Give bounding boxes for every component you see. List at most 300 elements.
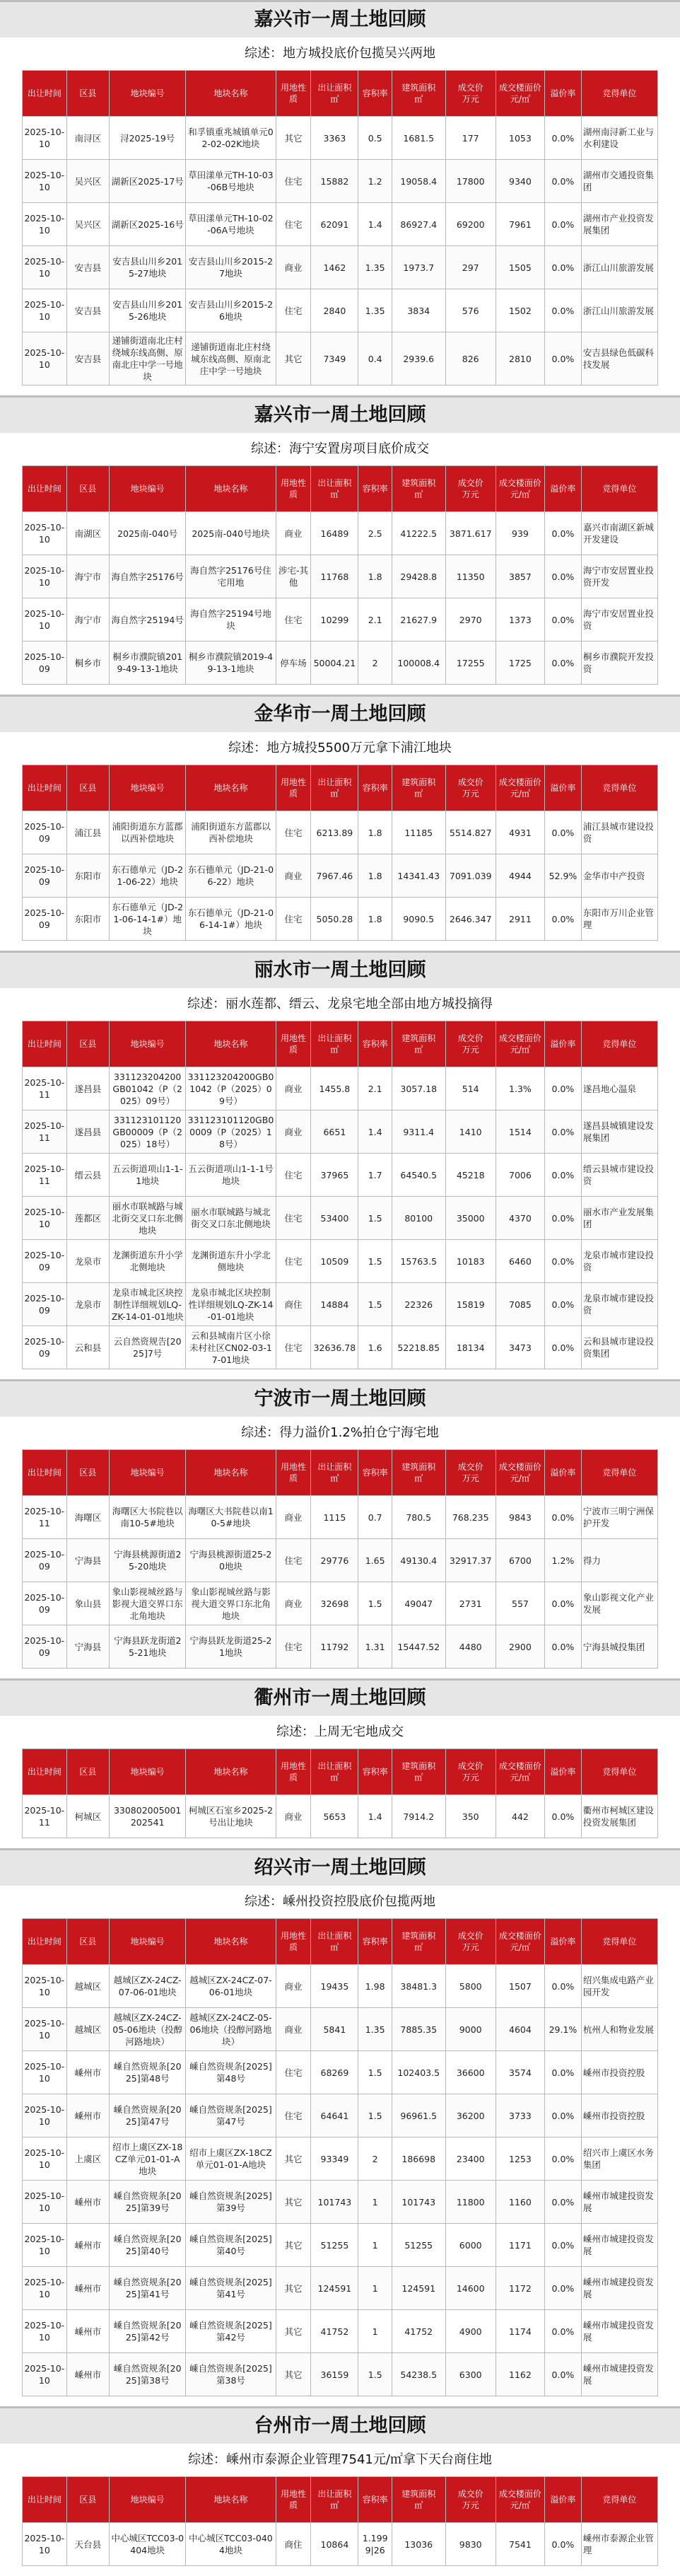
table-cell: 嵊州市 [66, 2267, 110, 2310]
table-cell: 557 [496, 1582, 544, 1625]
table-cell: 湖州南浔新工业与水利建设 [581, 117, 657, 160]
table-cell: 3871.617 [445, 512, 496, 555]
table-row [23, 1067, 658, 1110]
land-table [22, 1748, 658, 1838]
table-cell: 安吉县山川乡2015-27地块 [110, 246, 186, 289]
table-cell: 住宅 [276, 2094, 311, 2137]
table-cell: 1973.7 [392, 246, 445, 289]
column-header-label: 出让时间 [27, 88, 61, 98]
table-cell: 安吉县山川乡2015-26地块 [110, 289, 186, 332]
table-cell: 29.1% [545, 2008, 582, 2051]
table-cell: 0.0% [545, 2224, 582, 2267]
table-cell: 4944 [496, 854, 544, 898]
table-cell: 1.5 [358, 2051, 392, 2094]
table-cell: 7006 [496, 1154, 544, 1197]
table-cell: 9090.5 [392, 898, 445, 941]
table-cell: 80100 [392, 1197, 445, 1240]
column-header-unit: ㎡ [414, 94, 423, 104]
table-cell: 14341.43 [392, 854, 445, 898]
table-cell: 0.0% [545, 1110, 582, 1154]
table-cell: 2 [358, 2137, 392, 2181]
column-header-label: 出让时间 [27, 1039, 61, 1049]
table-cell: 涉宅-其他 [276, 555, 311, 598]
table-header-row [23, 1919, 658, 1965]
table-row [23, 555, 658, 598]
table-cell: 湖州市产业投资发展集团 [581, 203, 657, 246]
table-cell: 0.4 [358, 332, 392, 385]
table-cell: 36600 [445, 2051, 496, 2094]
table-cell: 龙泉市城北区块控制性详细规划LQ-ZK-14-01-01地块 [110, 1283, 186, 1326]
column-header [392, 1919, 445, 1965]
column-header [545, 2477, 582, 2523]
section-summary: 综述：地方城投底价包揽吴兴两地 [0, 37, 680, 70]
section-summary: 综述：嵊州投资控股底价包揽两地 [0, 1886, 680, 1918]
table-cell: 1253 [496, 2137, 544, 2181]
table-cell: 96961.5 [392, 2094, 445, 2137]
column-header [392, 71, 445, 117]
table-cell: 2025-10-10 [23, 246, 67, 289]
column-header-label: 竞得单位 [602, 1468, 637, 1478]
table-cell: 浦江县 [66, 811, 110, 854]
table-cell: 海曙区大书院巷以南10-5#地块 [186, 1496, 276, 1539]
table-cell: 湖新区2025-16号 [110, 203, 186, 246]
table-cell: 住宅 [276, 898, 311, 941]
table-cell: 商业 [276, 1067, 311, 1110]
column-header [311, 765, 358, 811]
table-cell: 350 [445, 1795, 496, 1838]
column-header-unit: ㎡ [330, 789, 339, 799]
table-cell: 2731 [445, 1582, 496, 1625]
table-cell: 1.35 [358, 246, 392, 289]
table-cell: 7885.35 [392, 2008, 445, 2051]
table-cell: 海宁市安居置业投资 [581, 598, 657, 642]
column-header-unit: 万元 [462, 94, 479, 104]
column-header-label: 地块编号 [130, 2495, 165, 2505]
column-header-label: 用地性质 [281, 478, 307, 499]
column-header-label: 溢价率 [550, 1767, 576, 1777]
table-cell: 缙云县城市建设投资 [581, 1154, 657, 1197]
table-cell: 2025-10-11 [23, 1154, 67, 1197]
table-cell: 1 [358, 2181, 392, 2224]
table-cell: 龙渊街道东升小学北侧地块 [186, 1240, 276, 1283]
table-cell: 东石德单元（JD-21-06-22）地块 [110, 854, 186, 898]
table-cell: 1.4 [358, 203, 392, 246]
table-cell: 17800 [445, 160, 496, 203]
table-cell: 2025-10-10 [23, 2523, 67, 2566]
column-header-unit: 元/㎡ [510, 1773, 530, 1782]
table-cell: 嵊自然资规条[2025]第39号 [110, 2181, 186, 2224]
table-cell: 1725 [496, 642, 544, 685]
table-cell: 1505 [496, 246, 544, 289]
table-cell: 嵊自然资规条[2025]第39号 [186, 2181, 276, 2224]
table-cell: 10509 [311, 1240, 358, 1283]
table-cell: 331123101120GB00009（P（2025）18号） [186, 1110, 276, 1154]
column-header-label: 地块编号 [130, 88, 165, 98]
table-cell: 0.0% [545, 2267, 582, 2310]
column-header-label: 地块名称 [213, 484, 248, 494]
column-header [445, 1919, 496, 1965]
table-cell: 递铺街道南北庄村绕城东线高侧、原南北庄中学一号地块 [110, 332, 186, 385]
column-header [110, 1021, 186, 1067]
column-header-label: 区县 [79, 1468, 97, 1478]
table-cell: 越城区ZX-24CZ-05-06地块（投醇河路地块） [110, 2008, 186, 2051]
table-cell: 遂昌县城镇建设发展集团 [581, 1110, 657, 1154]
column-header-unit: ㎡ [414, 489, 423, 499]
table-cell: 嵊州市投资控股 [581, 2094, 657, 2137]
table-cell: 中心城区TCC03-0404地块 [110, 2523, 186, 2566]
table-cell: 草田漾单元TH-10-03-06B号地块 [186, 160, 276, 203]
table-cell: 住宅 [276, 1154, 311, 1197]
column-header [545, 1919, 582, 1965]
table-cell: 安吉县山川乡2015-27地块 [186, 246, 276, 289]
table-cell: 37965 [311, 1154, 358, 1197]
column-header-label: 成交价 [457, 1931, 483, 1941]
table-cell: 15819 [445, 1283, 496, 1326]
column-header-label: 出让面积 [317, 2489, 352, 2499]
column-header [545, 466, 582, 512]
table-cell: 2025-10-10 [23, 117, 67, 160]
table-cell: 象山影视文化产业发展 [581, 1582, 657, 1625]
column-header [23, 466, 67, 512]
table-cell: 5050.28 [311, 898, 358, 941]
table-cell: 2025-10-10 [23, 2137, 67, 2181]
table-cell: 云和县城南片区小徐未村社区CN02-03-17-01地块 [186, 1326, 276, 1369]
column-header-label: 地块编号 [130, 783, 165, 793]
table-cell: 41752 [392, 2310, 445, 2353]
column-header [581, 1450, 657, 1496]
table-cell: 中心城区TCC03-0404地块 [186, 2523, 276, 2566]
table-cell: 11185 [392, 811, 445, 854]
column-header-label: 竞得单位 [602, 783, 637, 793]
table-cell: 海自然字25194号地块 [186, 598, 276, 642]
column-header [496, 466, 544, 512]
table-cell: 商业 [276, 1582, 311, 1625]
column-header [23, 71, 67, 117]
table-cell: 遂昌县 [66, 1110, 110, 1154]
column-header-label: 建筑面积 [401, 1033, 436, 1043]
table-cell: 2025-10-09 [23, 1240, 67, 1283]
table-cell: 32636.78 [311, 1326, 358, 1369]
column-header-label: 溢价率 [550, 88, 576, 98]
table-row [23, 811, 658, 854]
table-cell: 2025-10-10 [23, 1965, 67, 2008]
table-cell: 象山影视城丝路与影视大道交界口东北角地块 [110, 1582, 186, 1625]
column-header-label: 溢价率 [550, 1937, 576, 1946]
column-header [66, 1749, 110, 1795]
table-cell: 其它 [276, 2353, 311, 2396]
table-cell: 2025-10-10 [23, 160, 67, 203]
table-cell: 29776 [311, 1539, 358, 1582]
table-row [23, 1496, 658, 1539]
table-cell: 7961 [496, 203, 544, 246]
table-cell: 2.5 [358, 512, 392, 555]
table-cell: 丽水市产业发展集团 [581, 1197, 657, 1240]
table-cell: 2025-10-10 [23, 2051, 67, 2094]
table-cell: 4480 [445, 1625, 496, 1669]
table-cell: 41222.5 [392, 512, 445, 555]
table-cell: 商业 [276, 246, 311, 289]
table-cell: 浔2025-19号 [110, 117, 186, 160]
table-cell: 1507 [496, 1965, 544, 2008]
table-cell: 东石德单元（JD-21-06-14-1#）地块 [110, 898, 186, 941]
column-header-label: 出让时间 [27, 783, 61, 793]
table-cell: 2025南-040号地块 [186, 512, 276, 555]
table-cell: 0.0% [545, 1067, 582, 1110]
column-header-unit: 元/㎡ [510, 489, 530, 499]
table-cell: 780.5 [392, 1496, 445, 1539]
column-header [311, 1749, 358, 1795]
table-cell: 10183 [445, 1240, 496, 1283]
table-cell: 6300 [445, 2353, 496, 2396]
table-cell: 其它 [276, 332, 311, 385]
column-header-label: 出让时间 [27, 1468, 61, 1478]
column-header-label: 出让面积 [317, 1931, 352, 1941]
table-cell: 得力 [581, 1539, 657, 1582]
table-cell: 32698 [311, 1582, 358, 1625]
table-cell: 住宅 [276, 160, 311, 203]
land-section [0, 1848, 680, 2396]
table-cell: 越城区ZX-24CZ-07-06-01地块 [110, 1965, 186, 2008]
table-cell: 越城区ZX-24CZ-05-06地块（投醇河路地块） [186, 2008, 276, 2051]
table-cell: 1115 [311, 1496, 358, 1539]
column-header-unit: 元/㎡ [510, 2500, 530, 2510]
table-cell: 10864 [311, 2523, 358, 2566]
table-cell: 18134 [445, 1326, 496, 1369]
table-cell: 安吉县 [66, 332, 110, 385]
table-row [23, 642, 658, 685]
table-cell: 2911 [496, 898, 544, 941]
table-cell: 海自然字25194号 [110, 598, 186, 642]
column-header-label: 区县 [79, 783, 97, 793]
table-cell: 杭州人和物业发展 [581, 2008, 657, 2051]
table-cell: 3574 [496, 2051, 544, 2094]
column-header-unit: ㎡ [414, 1942, 423, 1952]
column-header-label: 容积率 [362, 88, 388, 98]
table-cell: 吴兴区 [66, 160, 110, 203]
table-cell: 住宅 [276, 598, 311, 642]
table-cell: 11792 [311, 1625, 358, 1669]
table-cell: 遂昌地心温泉 [581, 1067, 657, 1110]
column-header-label: 地块名称 [213, 1468, 248, 1478]
table-cell: 住宅 [276, 811, 311, 854]
table-cell: 64641 [311, 2094, 358, 2137]
column-header [445, 765, 496, 811]
table-row [23, 854, 658, 898]
table-cell: 东石德单元（JD-21-06-14-1#）地块 [186, 898, 276, 941]
land-section [0, 695, 680, 941]
column-header-label: 区县 [79, 484, 97, 494]
table-cell: 36159 [311, 2353, 358, 2396]
table-cell: 2900 [496, 1625, 544, 1669]
column-header [496, 71, 544, 117]
column-header-label: 地块名称 [213, 88, 248, 98]
table-cell: 0.0% [545, 160, 582, 203]
table-cell: 7085 [496, 1283, 544, 1326]
land-table [22, 465, 658, 685]
table-cell: 0.0% [545, 2523, 582, 2566]
column-header-label: 成交价 [457, 1033, 483, 1043]
column-header [186, 765, 276, 811]
section-summary: 综述：地方城投5500万元拿下浦江地块 [0, 732, 680, 765]
column-header [496, 2477, 544, 2523]
table-row [23, 1965, 658, 2008]
table-row [23, 1625, 658, 1669]
table-cell: 嵊自然资规条[2025]第38号 [110, 2353, 186, 2396]
column-header [110, 2477, 186, 2523]
table-cell: 嵊州市 [66, 2224, 110, 2267]
table-cell: 0.5 [358, 117, 392, 160]
column-header [445, 1749, 496, 1795]
column-header-label: 容积率 [362, 783, 388, 793]
table-cell: 宁波市三明宁洲保护开发 [581, 1496, 657, 1539]
column-header [445, 466, 496, 512]
table-cell: 2025-10-10 [23, 512, 67, 555]
table-cell: 51255 [392, 2224, 445, 2267]
table-cell: 嵊州市 [66, 2353, 110, 2396]
table-cell: 6700 [496, 1539, 544, 1582]
land-table [22, 70, 658, 385]
column-header [545, 1450, 582, 1496]
column-header-unit: ㎡ [330, 489, 339, 499]
column-header [186, 1749, 276, 1795]
table-cell: 嵊自然资规条[2025]第42号 [110, 2310, 186, 2353]
table-cell: 124591 [311, 2267, 358, 2310]
table-cell: 1.4 [358, 1795, 392, 1838]
table-cell: 0.0% [545, 2353, 582, 2396]
column-header [358, 1919, 392, 1965]
table-cell: 嵊自然资规条[2025]第41号 [186, 2267, 276, 2310]
table-row [23, 332, 658, 385]
section-title: 丽水市一周土地回顾 [0, 951, 680, 988]
table-cell: 2025-10-09 [23, 1539, 67, 1582]
table-cell: 1.35 [358, 2008, 392, 2051]
table-cell: 丽水市联城路与城北街交叉口东北侧地块 [110, 1197, 186, 1240]
column-header-label: 地块名称 [213, 1767, 248, 1777]
table-cell: 1160 [496, 2181, 544, 2224]
column-header [276, 466, 311, 512]
table-cell: 象山县 [66, 1582, 110, 1625]
table-cell: 安吉县 [66, 289, 110, 332]
column-header-label: 用地性质 [281, 1462, 307, 1483]
table-cell: 嵊自然资规条[2025]第40号 [186, 2224, 276, 2267]
section-summary: 综述：上周无宅地成交 [0, 1716, 680, 1748]
table-cell: 1053 [496, 117, 544, 160]
table-cell: 2939.6 [392, 332, 445, 385]
table-cell: 64540.5 [392, 1154, 445, 1197]
table-cell: 2025-10-10 [23, 2094, 67, 2137]
table-cell: 越城区ZX-24CZ-07-06-01地块 [186, 1965, 276, 2008]
table-cell: 五云街道项山1-1-1号地块 [186, 1154, 276, 1197]
table-cell: 7541 [496, 2523, 544, 2566]
table-cell: 2025-10-09 [23, 1582, 67, 1625]
table-row [23, 1283, 658, 1326]
table-header-row [23, 1749, 658, 1795]
table-cell: 3363 [311, 117, 358, 160]
table-cell: 52.9% [545, 854, 582, 898]
table-cell: 浦阳街道东方蓝郡以西补偿地块 [110, 811, 186, 854]
table-cell: 0.0% [545, 555, 582, 598]
section-title: 嘉兴市一周土地回顾 [0, 0, 680, 37]
column-header [496, 1450, 544, 1496]
table-cell: 7091.039 [445, 854, 496, 898]
column-header [186, 2477, 276, 2523]
column-header [311, 466, 358, 512]
table-cell: 桐乡市濮院开发投资 [581, 642, 657, 685]
table-row [23, 117, 658, 160]
table-cell: 1.5 [358, 1283, 392, 1326]
table-cell: 54238.5 [392, 2353, 445, 2396]
column-header-label: 成交价 [457, 777, 483, 787]
table-cell: 宁海县跃龙街道25-21地块 [110, 1625, 186, 1669]
column-header-label: 成交楼面价 [498, 478, 541, 488]
column-header-label: 成交楼面价 [498, 2489, 541, 2499]
table-cell: 62091 [311, 203, 358, 246]
column-header-label: 竞得单位 [602, 1039, 637, 1049]
column-header-label: 出让面积 [317, 1462, 352, 1472]
table-cell: 2025-10-10 [23, 2267, 67, 2310]
table-cell: 柯城区 [66, 1795, 110, 1838]
column-header [23, 765, 67, 811]
table-cell: 1.2% [545, 1539, 582, 1582]
column-header [445, 1450, 496, 1496]
table-cell: 1.65 [358, 1539, 392, 1582]
column-header [581, 765, 657, 811]
table-cell: 1.4 [358, 1110, 392, 1154]
table-cell: 2970 [445, 598, 496, 642]
column-header-unit: 万元 [462, 1045, 479, 1055]
column-header-label: 出让面积 [317, 1761, 352, 1771]
table-cell: 0.0% [545, 1582, 582, 1625]
table-cell: 0.7 [358, 1496, 392, 1539]
column-header-label: 竞得单位 [602, 1767, 637, 1777]
table-row [23, 160, 658, 203]
table-cell: 柯城区石室乡2025-2号出让地块 [186, 1795, 276, 1838]
column-header [545, 765, 582, 811]
table-cell: 越城区 [66, 2008, 110, 2051]
table-cell: 0.0% [545, 2137, 582, 2181]
table-cell: 桐乡市濮院镇2019-49-13-1地块 [186, 642, 276, 685]
table-cell: 龙泉市城市建设投资 [581, 1240, 657, 1283]
column-header [186, 466, 276, 512]
table-cell: 36200 [445, 2094, 496, 2137]
table-cell: 浦江县城市建设投资 [581, 811, 657, 854]
column-header-label: 溢价率 [550, 2495, 576, 2505]
table-cell: 0.0% [545, 512, 582, 555]
section-title: 台州市一周土地回顾 [0, 2406, 680, 2444]
table-cell: 海曙区 [66, 1496, 110, 1539]
table-cell: 1.5 [358, 2353, 392, 2396]
table-cell: 绍市上虞区ZX-18CZ单元01-01-A地块 [110, 2137, 186, 2181]
column-header [23, 1919, 67, 1965]
column-header [23, 1749, 67, 1795]
land-section [0, 1678, 680, 1838]
table-cell: 东石德单元（JD-21-06-22）地块 [186, 854, 276, 898]
column-header-label: 用地性质 [281, 83, 307, 104]
column-header-label: 地块名称 [213, 1039, 248, 1049]
column-header [545, 1021, 582, 1067]
section-summary: 综述：海宁安置房项目底价成交 [0, 433, 680, 465]
table-cell: 草田漾单元TH-10-02-06A号地块 [186, 203, 276, 246]
table-cell: 衢州市柯城区建设投资发展集团 [581, 1795, 657, 1838]
column-header-label: 成交楼面价 [498, 1033, 541, 1043]
table-cell: 龙渊街道东升小学北侧地块 [110, 1240, 186, 1283]
table-cell: 2025-10-10 [23, 203, 67, 246]
column-header-unit: ㎡ [414, 789, 423, 799]
table-cell: 41752 [311, 2310, 358, 2353]
column-header-label: 成交价 [457, 1761, 483, 1771]
table-cell: 商业 [276, 1965, 311, 2008]
table-row [23, 2310, 658, 2353]
